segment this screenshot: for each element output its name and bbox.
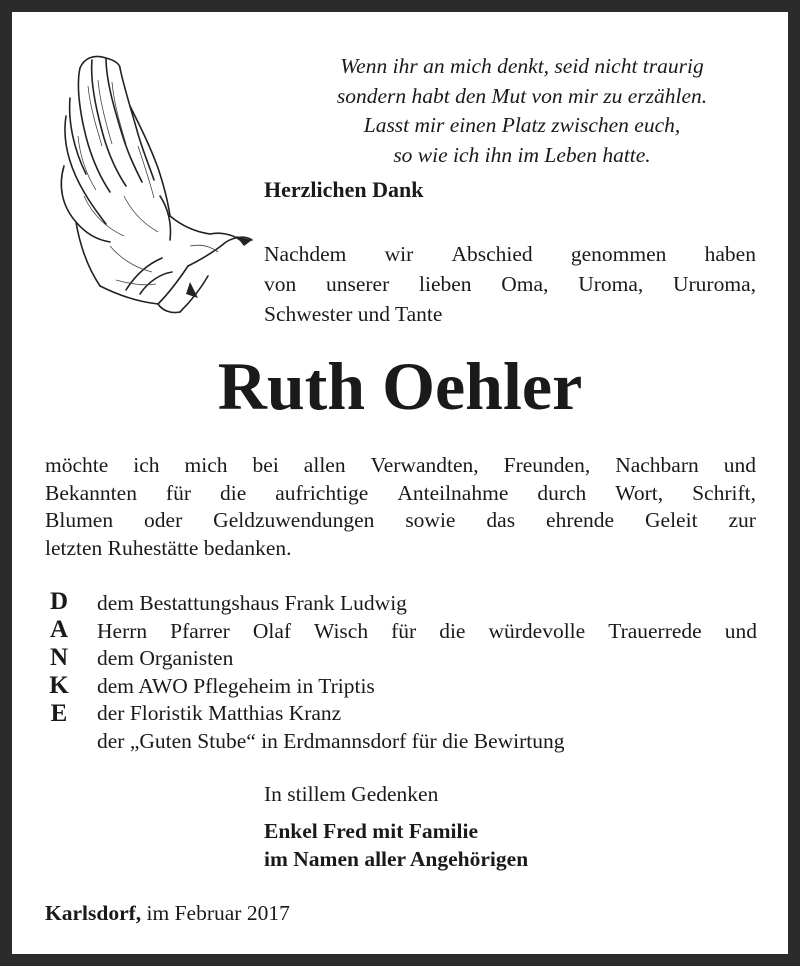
thanks-list (97, 590, 757, 755)
intro-line: Schwester und Tante (264, 302, 443, 326)
danke-acrostic (44, 588, 74, 728)
word: Uroma, (578, 272, 644, 296)
word: von (264, 272, 297, 296)
word: Blumen (45, 508, 114, 532)
word: Wisch (314, 618, 369, 643)
word: die (439, 618, 466, 643)
word: Nachbarn (615, 453, 699, 477)
word: Oma, (501, 272, 549, 296)
danke-letter: E (50, 700, 68, 727)
word: möchte (45, 453, 109, 477)
signer-line: im Namen aller Angehörigen (264, 847, 529, 871)
body-line (45, 507, 756, 535)
word: zur (728, 508, 756, 532)
intro-line (264, 239, 756, 269)
word: durch (537, 480, 587, 505)
word: unserer (325, 272, 390, 296)
body-line: letzten Ruhestätte bedanken. (45, 535, 292, 560)
word: und (723, 453, 756, 477)
word: Bekannten (45, 480, 137, 505)
body-text (45, 452, 756, 562)
word: ich (133, 453, 160, 477)
body-line (45, 480, 756, 508)
place-city: Karlsdorf, (45, 901, 142, 925)
deceased-name: Ruth Oehler (217, 348, 583, 424)
word: würdevolle (488, 618, 586, 643)
thanks-line: der „Guten Stube“ in Erdmannsdorf für die Bewirtung (97, 728, 565, 753)
word: ehrende (546, 508, 615, 532)
word: allen (303, 453, 346, 477)
thanks-line: dem Organisten (97, 646, 234, 670)
word: Nachdem (264, 242, 347, 266)
word: das (486, 508, 516, 532)
word: lieben (419, 272, 472, 296)
danke-letter: N (49, 644, 69, 671)
word: für (165, 480, 191, 505)
place-date-text: im Februar 2017 (146, 901, 290, 925)
danke-letter: K (49, 672, 69, 699)
body-line (45, 452, 756, 480)
word: genommen (570, 242, 667, 266)
word: Ururoma, (673, 272, 756, 296)
word: Olaf (252, 618, 292, 643)
word: sowie (405, 508, 456, 532)
thanks-line (97, 618, 757, 646)
poem (262, 52, 782, 170)
word: aufrichtige (275, 480, 369, 505)
heading: Herzlichen Dank (264, 177, 424, 202)
word: Wort, (615, 480, 664, 505)
word: Schrift, (692, 480, 756, 505)
word: für (391, 618, 417, 643)
word: Trauerrede (608, 618, 702, 643)
obituary-card (12, 12, 788, 954)
signers (264, 817, 528, 873)
word: Geleit (645, 508, 698, 532)
poem-line: so wie ich ihn im Leben hatte. (393, 142, 651, 167)
closing-phrase: In stillem Gedenken (264, 782, 439, 806)
word: Abschied (451, 242, 533, 266)
thanks-line: der Floristik Matthias Kranz (97, 701, 342, 725)
word: oder (144, 508, 183, 532)
word: haben (704, 242, 756, 266)
word: Pfarrer (170, 618, 230, 643)
poem-line: sondern habt den Mut von mir zu erzählen. (336, 83, 708, 108)
word: Anteilnahme (397, 480, 509, 505)
signer-line: Enkel Fred mit Familie (264, 819, 478, 843)
intro-text (264, 239, 756, 329)
intro-line (264, 269, 756, 299)
word: und (724, 618, 757, 643)
danke-letter: D (49, 588, 69, 615)
word: mich (184, 453, 228, 477)
poem-line: Lasst mir einen Platz zwischen euch, (363, 113, 681, 137)
word: Freunden, (503, 453, 591, 477)
praying-hands-icon (40, 46, 255, 316)
poem-line: Wenn ihr an mich denkt, seid nicht traurig (340, 54, 704, 78)
thanks-line: dem Bestattungshaus Frank Ludwig (97, 591, 407, 615)
word: wir (384, 242, 414, 266)
word: bei (252, 453, 279, 477)
danke-letter: A (49, 616, 69, 643)
word: die (219, 480, 247, 505)
place-date (45, 901, 290, 926)
word: Geldzuwendungen (213, 508, 375, 532)
word: Herrn (97, 618, 148, 643)
word: Verwandten, (370, 453, 479, 477)
thanks-line: dem AWO Pflegeheim in Triptis (97, 673, 375, 698)
